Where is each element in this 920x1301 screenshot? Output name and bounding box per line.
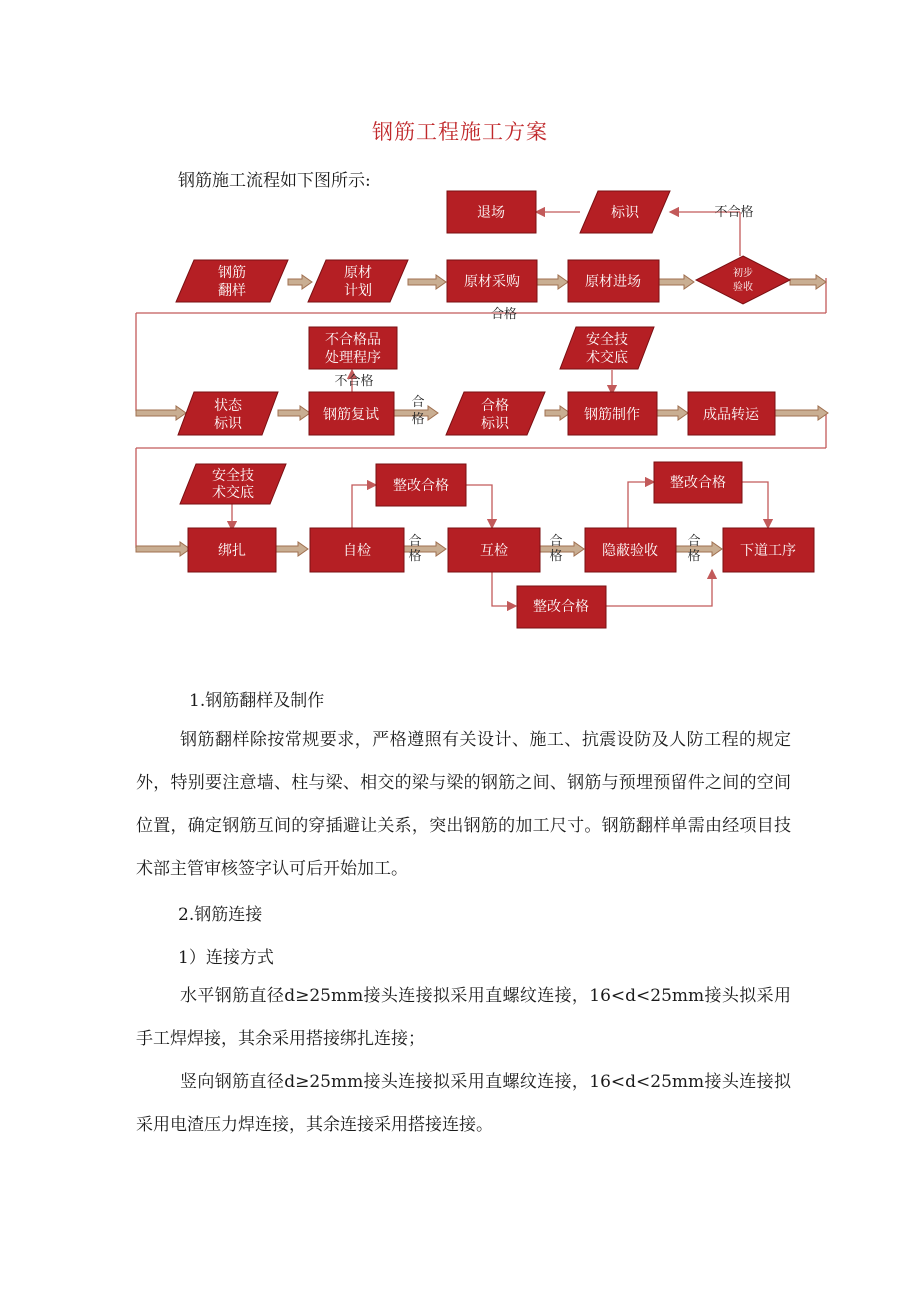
block-arrow [659,275,694,289]
label-biaoshi: 标识 [611,205,639,221]
label-buhegepin-1: 不合格品 [325,332,381,348]
label-chubu-2: 验收 [733,282,753,293]
edge-label-buhege1: 不合格 [714,205,754,220]
label-zhenggai3: 整改合格 [670,475,726,491]
label-fanyang-1: 钢筋 [218,265,246,281]
line-zijian-zhenggai [352,485,376,528]
flowchart-intro: 钢筋施工流程如下图所示: [178,171,371,191]
block-arrow [537,275,568,289]
label-chubu-1: 初步 [733,268,753,279]
block-arrow [790,275,826,289]
edge-label-buhege2: 不合格 [334,374,374,389]
label-jinchang: 原材进场 [585,274,641,290]
label-tuichang: 退场 [477,205,505,221]
edge-label-hege3-1: 合 [408,534,422,549]
label-anquan1-2: 术交底 [586,350,628,366]
block-arrow [657,406,688,420]
label-caigou: 原材采购 [464,274,520,290]
block-arrow [775,406,828,420]
label-xiadao: 下道工序 [740,543,796,559]
line-zhenggai-yinbi [606,570,712,606]
label-anquan1-1: 安全技 [586,332,628,348]
edge-label-hege2-1: 合 [411,395,425,410]
label-fushi: 钢筋复试 [323,407,379,423]
block-arrow [136,542,190,556]
label-zhizuo: 钢筋制作 [584,407,640,423]
construction-flowchart [0,180,920,640]
node-chubu [696,256,790,304]
edge-label-hege3-2: 格 [408,549,422,564]
label-yinbi: 隐蔽验收 [602,543,658,559]
label-zhenggai2: 整改合格 [533,599,589,615]
label-yuancai-plan-1: 原材 [344,265,372,281]
block-arrow [136,406,186,420]
section-1-paragraph: 钢筋翻样除按常规要求，严格遵照有关设计、施工、抗震设防及人防工程的规定外，特别要注意墙、柱与梁、相交的梁与梁的钢筋之间、钢筋与预埋预留件之间的空间位置，确定钢筋互间的穿插避让关系，突出钢筋的加工尺寸。钢筋翻样单需由经项目技术部主管审核签字认可后开始加工。 [136,730,791,879]
block-arrow [545,406,570,420]
label-hegebiaoshi-1: 合格 [481,398,509,414]
label-anquan2-1: 安全技 [212,468,254,484]
edge-label-hege1: 合格 [490,307,518,322]
block-arrow [278,406,310,420]
block-arrow [408,275,446,289]
block-arrow [276,542,308,556]
label-zhuangtai-2: 标识 [214,416,242,432]
label-hujian: 互检 [480,543,508,559]
label-zhuangtai-1: 状态 [214,398,242,414]
edge-label-hege4-1: 合 [549,534,563,549]
line-hujian-zhenggai [492,572,516,606]
label-yuancai-plan-2: 计划 [344,283,372,299]
label-zhenggai1: 整改合格 [393,478,449,494]
section-2-paragraph-2: 竖向钢筋直径d≥25mm接头连接拟采用直螺纹连接，16<d<25mm接头连接拟采用电渣压力焊连接，其余连接采用搭接连接。 [136,1072,791,1135]
section-2-paragraph-1: 水平钢筋直径d≥25mm接头连接拟采用直螺纹连接，16<d<25mm接头拟采用手工焊焊接，其余采用搭接绑扎连接； [136,986,791,1049]
edge-label-hege2-2: 格 [411,412,425,427]
block-arrow [288,275,312,289]
line-yinbi-zhenggai [628,482,654,528]
edge-label-hege5-1: 合 [687,534,701,549]
section-2-subheading: 1）连接方式 [178,948,274,968]
label-fanyang-2: 翻样 [218,283,246,299]
document-title: 钢筋工程施工方案 [372,120,548,144]
edge-label-hege4-2: 格 [549,549,563,564]
label-buhegepin-2: 处理程序 [325,350,381,366]
label-bangza: 绑扎 [218,543,246,559]
label-zijian: 自检 [343,543,371,559]
line-zhenggai-hujian [466,485,492,528]
label-hegebiaoshi-2: 标识 [481,416,509,432]
line-zhenggai-xiadao [742,482,768,528]
section-1-heading: 1.钢筋翻样及制作 [189,691,325,711]
edge-label-hege5-2: 格 [687,549,701,564]
label-anquan2-2: 术交底 [212,485,254,501]
label-zhuanyun: 成品转运 [703,407,759,423]
section-2-heading: 2.钢筋连接 [178,905,263,925]
